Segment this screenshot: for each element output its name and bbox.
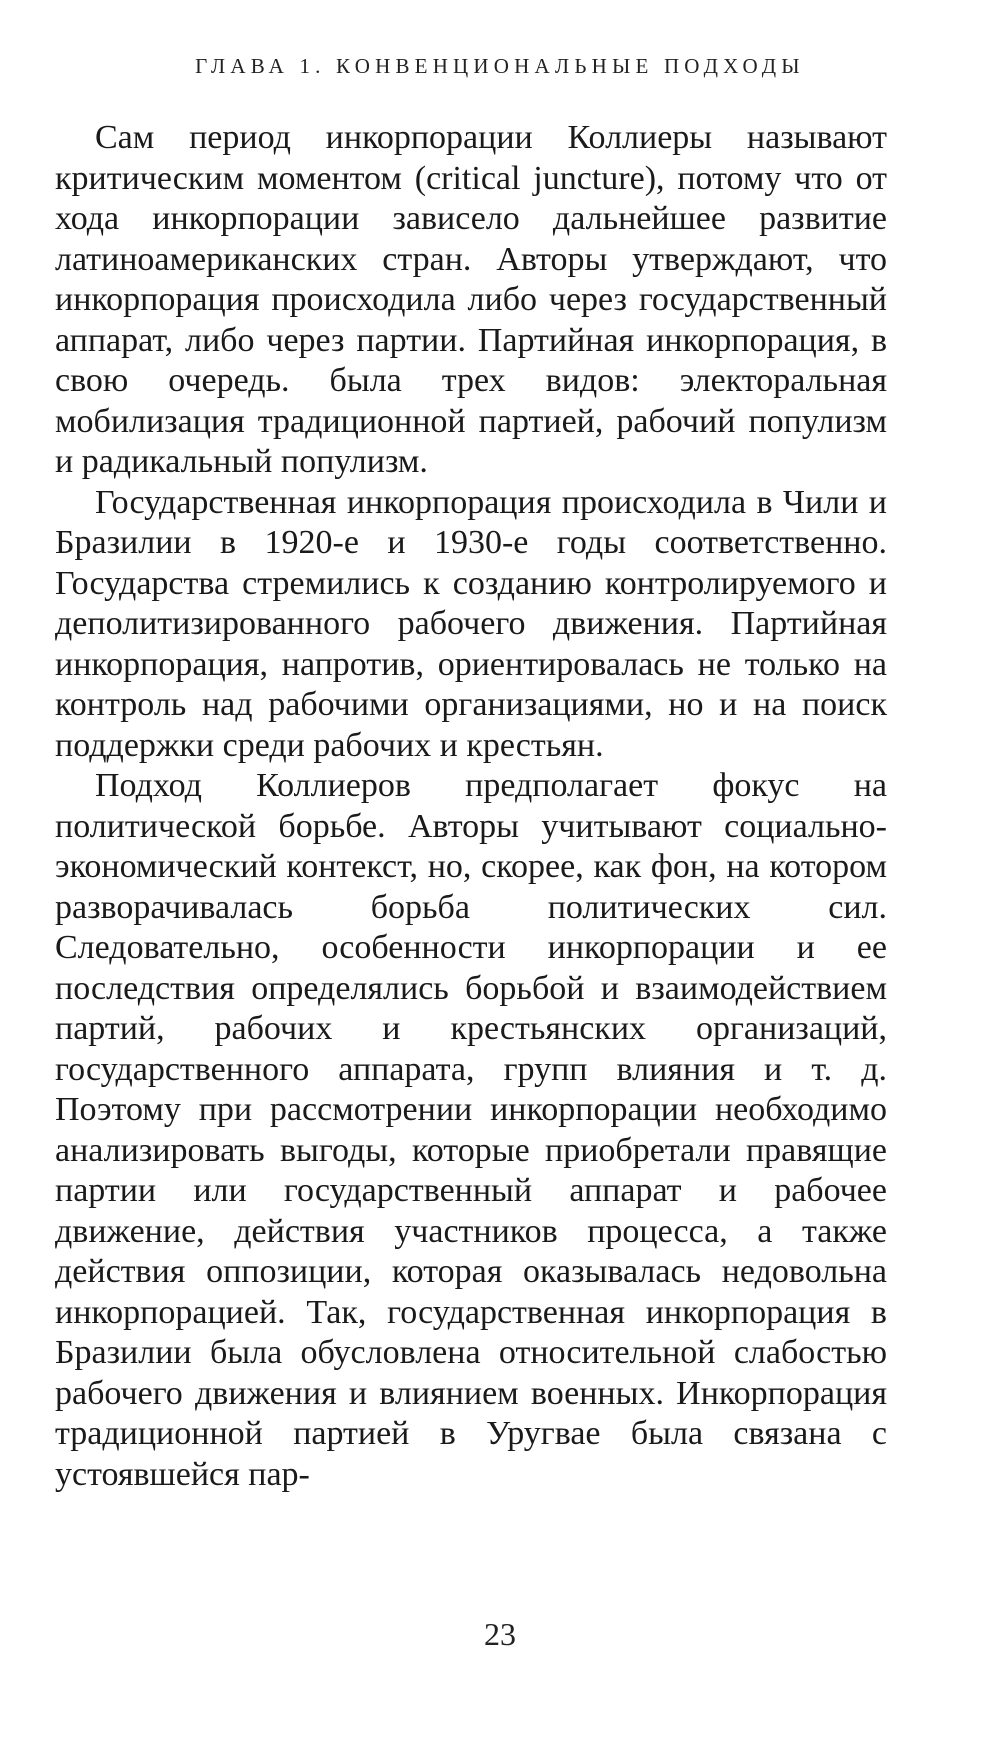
paragraph-2: Государственная инкорпорация происходила в Чили и Бразилии в 1920-е и 1930-е годы соответственно. Государства стремились к созданию контролируемого и деполитизированного рабочего движения. Партийная инкорпорация, напротив, ориентировалась не только на контроль над рабочими организациями, но и на поиск поддержки среди рабочих и крестьян. bbox=[55, 483, 887, 764]
paragraph-1: Сам период инкорпорации Коллиеры называют критическим моментом (critical juncture), потому что от хода инкорпорации зависело дальнейшее развитие латиноамериканских стран. Авторы утверждают, что инкорпорация происходила либо через государственный аппарат, либо через партии. Партийная инкорпорация, в свою очередь. была трех видов: электоральная мобилизация традиционной партией, рабочий популизм и радикальный популизм. bbox=[55, 119, 887, 480]
running-head: ГЛАВА 1. КОНВЕНЦИОНАЛЬНЫЕ ПОДХОДЫ bbox=[195, 54, 805, 78]
page-number: 23 bbox=[484, 1616, 516, 1652]
paragraph-3: Подход Коллиеров предполагает фокус на политической борьбе. Авторы учитывают социально-экономический контекст, но, скорее, как фон, на котором разворачивалась борьба политических сил. Следовательно, особенности инкорпорации и ее последствия определялись борьбой и взаимодействием партий, рабочих и крестьянских организаций, государственного аппарата, групп влияния и т. д. Поэтому при рассмотрении инкорпорации необходимо анализировать выгоды, которые приобретали правящие партии или государственный аппарат и рабочее движение, действия участников процесса, а также действия оппозиции, которая оказывалась недовольна инкорпорацией. Так, государственная инкорпорация в Бразилии была обусловлена относительной слабостью рабочего движения и влиянием военных. Инкорпорация традиционной партией в Уругвае была связана с устоявшейся пар- bbox=[55, 767, 887, 1493]
body-text bbox=[55, 118, 887, 1495]
